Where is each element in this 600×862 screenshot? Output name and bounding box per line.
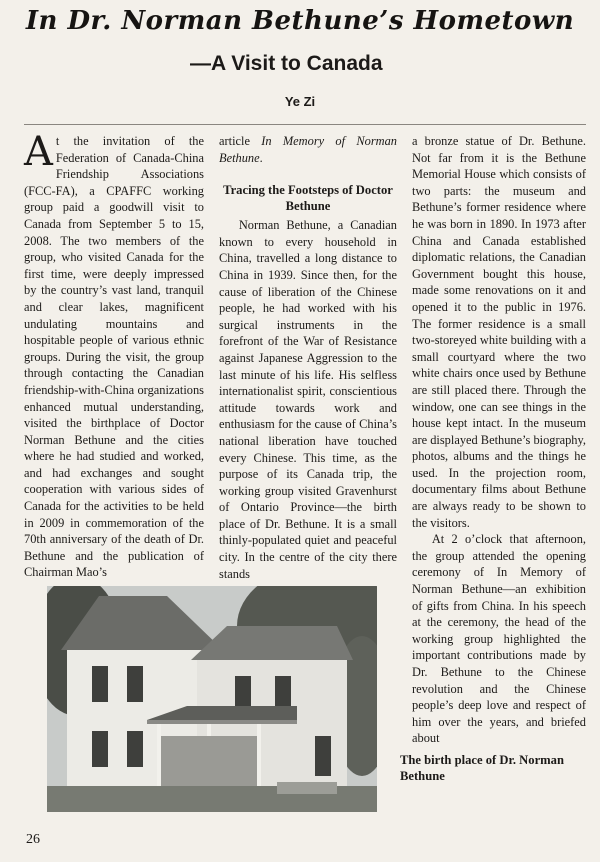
article-title: In Dr. Norman Bethune’s Hometown — [25, 6, 575, 36]
column-2 — [219, 133, 397, 582]
paragraph-text: . — [259, 150, 263, 165]
header-rule — [24, 124, 586, 125]
page-number: 26 — [26, 832, 40, 847]
photo-caption: The birth place of Dr. Norman Bethune — [400, 753, 564, 783]
article-subtitle: —A Visit to Canada — [190, 52, 383, 75]
drop-cap: A — [24, 129, 53, 175]
paragraph: Norman Bethune, a Canadian known to every household in China, travelled a long distance to China in 1939. Since then, for the cause of liberation of the Chinese people, he had worked with his surgical instruments in the forefront of the War of Resistance against Japanese Aggression to the last minute of his life. His selfless internationalist spirit, conscientious attitude towards work and enthusiasm for the cause of China’s national liberation have touched every Chinese. This time, as the purpose of its Canada trip, the working group visited Gravenhurst of Ontario Province—the birth place of Dr. Bethune. It is a small thinly-populated quiet and peaceful city. In the centre of the city there stands — [219, 218, 397, 581]
paragraph-text: article — [219, 134, 262, 148]
house-photo — [47, 586, 377, 812]
paragraph-text: t the invitation of the Federation of Canada-China Friendship Associations (FCC-FA), a CPAFFC working group paid a goodwill visit to Canada from September 5 to 15, 2008. The two members of the group, who visited Canada for the first time, were deeply impressed by the country’s vast land, tranquil and clear lakes, magnificent undulating mountains and hospitable people of various ethnic groups. During the visit, the group through contacting the Canadian friendship-with-China organizations enhanced mutual understanding, visited the birthplace of Doctor Norman Bethune and the cities where he had studied and worked, and had exchanges and sought cooperation with various sides of Canada for the activities to be held in 2009 in commemoration of the 70th anniversary of the death of Dr. Bethune and the publication of Chairman Mao’s — [24, 134, 204, 580]
column-3 — [412, 133, 586, 747]
article-reference: In Memory of Norman Bethune — [219, 134, 397, 165]
paragraph: At 2 o’clock that afternoon, the group attended the opening ceremony of In Memory of Norman Bethune—an exhibition of gifts from China. In his speech at the ceremony, the head of the working group highlighted the important contributions made by Dr. Bethune to the Chinese revolution and the Chinese people’s deep love and respect of him over the years, and briefed about — [412, 532, 586, 746]
column-1 — [24, 129, 204, 581]
house-illustration — [47, 586, 377, 812]
author-name: Ye Zi — [284, 94, 316, 109]
paragraph: a bronze statue of Dr. Bethune. Not far from it is the Bethune Memorial House which consists of two parts: the museum and Bethune’s former residence where he was born in 1890. In 1973 after China and Canada established diplomatic relations, the Canadian Government bought this house, made some renovations on it and opened it to the public in 1976. The former residence is a small two-storeyed white building with a small courtyard where the two white chairs once used by Bethune are still placed there. Through the window, one can see things in the house kept intact. In the museum are displayed Bethune’s biography, photos, albums and the things he used. In the projection room, documentary films about Bethune are always ready to be shown to the visitors. — [412, 134, 586, 530]
paragraph — [24, 129, 204, 581]
section-heading: Tracing the Footsteps of Doctor Bethune — [223, 183, 393, 214]
paragraph — [219, 133, 397, 166]
